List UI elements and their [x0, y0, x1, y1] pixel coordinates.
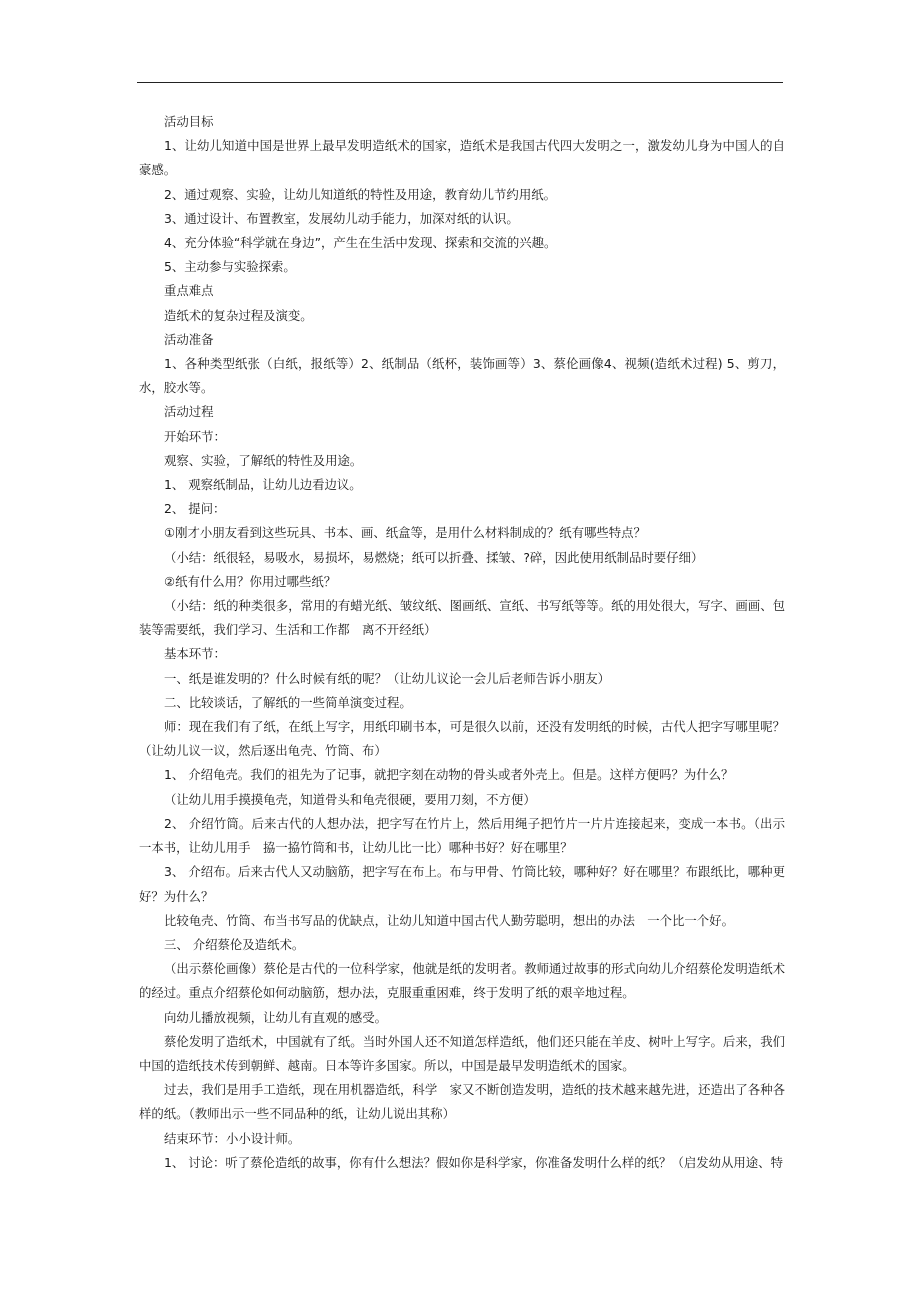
paragraph: 一、纸是谁发明的？什么时候有纸的呢？（让幼儿议论一会儿后老师告诉小朋友） [164, 670, 611, 686]
paragraph: ②纸有什么用？你用过哪些纸？ [164, 573, 337, 589]
paragraph: ①刚才小朋友看到这些玩具、书本、画、纸盒等，是用什么材料制成的？纸有哪些特点？ [164, 525, 646, 541]
paragraph: 活动准备 [164, 331, 214, 347]
paragraph: 活动目标 [164, 114, 214, 129]
paragraph: 1、各种类型纸张（白纸，报纸等）2、纸制品（纸杯，装饰画等）3、蔡伦画像4、视频(造纸术过程) 5、剪刀，水，胶水等。 [139, 356, 785, 396]
paragraph: 蔡伦发明了造纸术，中国就有了纸。当时外国人还不知道怎样造纸，他们还只能在羊皮、树叶上写字。后来，我们中国的造纸技术传到朝鲜、越南。日本等许多国家。所以，中国是最早发明造纸术的国家。 [139, 1033, 785, 1073]
paragraph: 过去，我们是用手工造纸，现在用机器造纸，科学 家又不断创造发明，造纸的技术越来越先进，还造出了各种各样的纸。（教师出示一些不同品种的纸，让幼儿说出其称） [139, 1082, 785, 1122]
paragraph: 观察、实验，了解纸的特性及用途。 [164, 452, 363, 468]
paragraph: 5、主动参与实验探索。 [164, 259, 296, 275]
paragraph: 结束环节：小小设计师。 [164, 1130, 301, 1146]
paragraph: 1、让幼儿知道中国是世界上最早发明造纸术的国家，造纸术是我国古代四大发明之一，激发幼儿身为中国人的自豪感。 [139, 138, 785, 178]
paragraph: 二、比较谈话，了解纸的一些简单演变过程。 [164, 694, 412, 710]
paragraph: （让幼儿用手摸摸龟壳，知道骨头和龟壳很硬，要用刀刻，不方便） [164, 791, 536, 807]
paragraph: 1、 讨论：听了蔡伦造纸的故事，你有什么想法？假如你是科学家，你准备发明什么样的纸？（启发幼从用途、特 [164, 1154, 783, 1170]
paragraph: 开始环节： [164, 428, 226, 444]
paragraph: 比较龟壳、竹筒、布当书写品的优缺点，让幼儿知道中国古代人勤劳聪明，想出的办法 一个比一个好。 [164, 912, 734, 928]
paragraph: （出示蔡伦画像）蔡伦是古代的一位科学家，他就是纸的发明者。教师通过故事的形式向幼儿介绍蔡伦发明造纸术的经过。重点介绍蔡伦如何动脑筋，想办法，克服重重困难，终于发明了纸的艰辛地过程。 [139, 961, 785, 1001]
paragraph: 3、通过设计、布置教室，发展幼儿动手能力，加深对纸的认识。 [164, 210, 519, 226]
paragraph: 向幼儿播放视频，让幼儿有直观的感受。 [164, 1009, 388, 1025]
paragraph: 活动过程 [164, 404, 214, 420]
paragraph: 3、 介绍布。后来古代人又动脑筋，把字写在布上。布与甲骨、竹筒比较，哪种好？好在哪里？布跟纸比，哪种更好？为什么？ [139, 864, 785, 904]
paragraph: 2、 提问： [164, 501, 226, 517]
paragraph: 造纸术的复杂过程及演变。 [164, 307, 313, 323]
paragraph: （小结：纸的种类很多，常用的有蜡光纸、皱纹纸、图画纸、宣纸、书写纸等等。纸的用处很大，写字、画画、包装等需要纸，我们学习、生活和工作都 离不开经纸） [139, 598, 785, 638]
paragraph: 三、 介绍蔡伦及造纸术。 [164, 936, 305, 952]
document-body [139, 110, 785, 1175]
paragraph: 2、通过观察、实验，让幼儿知道纸的特性及用途，教育幼儿节约用纸。 [164, 186, 556, 202]
header-rule [137, 82, 783, 83]
paragraph: 1、 观察纸制品，让幼儿边看边议。 [164, 477, 362, 493]
paragraph: 基本环节： [164, 646, 226, 662]
paragraph: 师：现在我们有了纸，在纸上写字，用纸印刷书本，可是很久以前，还没有发明纸的时候，古代人把字写哪里呢？（让幼儿议一议，然后逐出龟壳、竹筒、布） [139, 719, 785, 759]
paragraph: （小结：纸很轻，易吸水，易损坏，易燃烧；纸可以折叠、揉皱、?碎，因此使用纸制品时要仔细） [164, 549, 704, 565]
paragraph: 4、充分体验“科学就在身边”，产生在生活中发现、探索和交流的兴趣。 [164, 235, 557, 251]
paragraph: 2、 介绍竹筒。后来古代的人想办法，把字写在竹片上，然后用绳子把竹片一片片连接起来，变成一本书。（出示一本书，让幼儿用手 拹一拹竹筒和书，让幼儿比一比）哪种书好？好在哪里？ [139, 815, 785, 856]
paragraph: 1、 介绍龟壳。我们的祖先为了记事，就把字刻在动物的骨头或者外壳上。但是。这样方便吗？为什么？ [164, 767, 734, 783]
paragraph: 重点难点 [164, 283, 214, 299]
